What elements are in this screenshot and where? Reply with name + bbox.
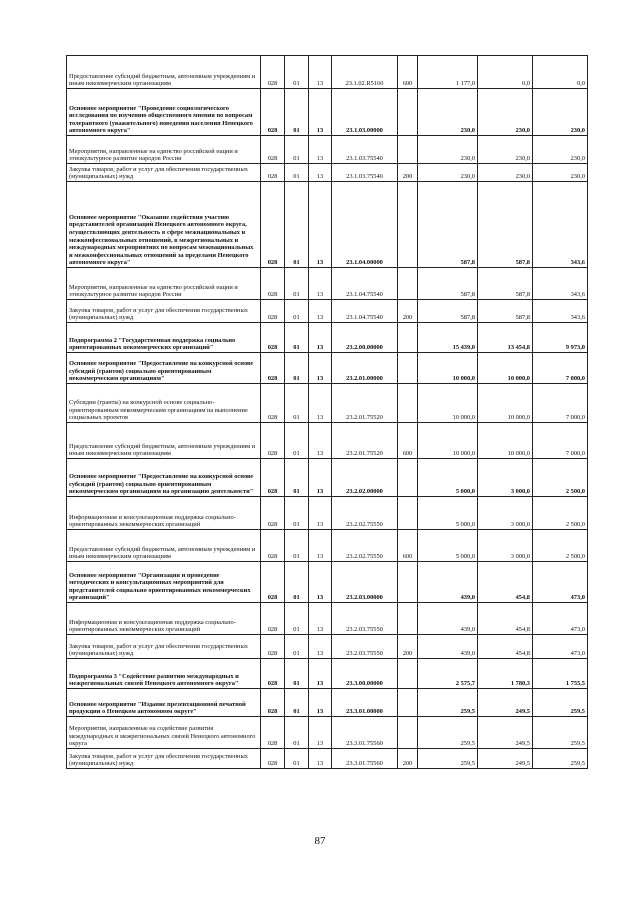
table-row [67,268,588,300]
cell-expense-type [398,562,418,603]
cell-subsection: 13 [309,459,332,497]
cell-amount-year-3: 473,0 [533,562,588,603]
cell-subsection: 13 [309,717,332,749]
cell-amount-year-1: 15 439,0 [418,323,478,353]
row-name: Мероприятия, направленные на единство российской нации и этнокультурное развитие народов России [67,136,261,164]
cell-subsection: 13 [309,659,332,689]
cell-target-article: 23.2.03.75550 [332,603,398,635]
cell-section: 01 [285,749,309,769]
cell-section: 01 [285,89,309,136]
cell-amount-year-1: 10 000,0 [418,353,478,384]
cell-amount-year-1: 587,8 [418,268,478,300]
cell-amount-year-2: 587,8 [478,268,533,300]
cell-target-article: 23.2.02.00000 [332,459,398,497]
cell-amount-year-3: 7 000,0 [533,423,588,459]
cell-target-article: 23.1.02.R5160 [332,56,398,89]
cell-subsection: 13 [309,384,332,423]
cell-expense-type: 600 [398,530,418,562]
cell-amount-year-2: 10 000,0 [478,384,533,423]
cell-section: 01 [285,182,309,268]
cell-subsection: 13 [309,749,332,769]
cell-expense-type [398,384,418,423]
cell-amount-year-1: 259,5 [418,749,478,769]
cell-target-article: 23.2.00.00000 [332,323,398,353]
cell-section: 01 [285,689,309,717]
cell-expense-type [398,497,418,530]
cell-amount-year-3: 7 000,0 [533,353,588,384]
table-row [67,530,588,562]
cell-target-article: 23.1.03.75540 [332,164,398,182]
row-name: Основное мероприятие "Предоставление на конкурсной основе субсидий (грантов) социально ориентированным некоммерческим организациям на организацию деятельности" [67,459,261,497]
cell-section: 01 [285,497,309,530]
cell-expense-type [398,268,418,300]
cell-target-article: 23.2.01.75520 [332,423,398,459]
cell-grbs: 028 [261,182,285,268]
cell-section: 01 [285,300,309,323]
cell-section: 01 [285,323,309,353]
row-name: Подпрограмма 3 "Содействие развитию международных и межрегиональных связей Ненецкого автономного округа" [67,659,261,689]
cell-subsection: 13 [309,603,332,635]
cell-amount-year-2: 0,0 [478,56,533,89]
cell-grbs: 028 [261,136,285,164]
cell-subsection: 13 [309,689,332,717]
cell-section: 01 [285,659,309,689]
cell-subsection: 13 [309,497,332,530]
row-name: Подпрограмма 2 "Государственная поддержка социально ориентированных некоммерческих организаций" [67,323,261,353]
cell-subsection: 13 [309,323,332,353]
cell-expense-type [398,353,418,384]
cell-expense-type: 200 [398,749,418,769]
cell-grbs: 028 [261,497,285,530]
row-name: Закупка товаров, работ и услуг для обеспечения государственных (муниципальных) нужд [67,749,261,769]
cell-amount-year-1: 230,0 [418,89,478,136]
table-row [67,164,588,182]
cell-subsection: 13 [309,562,332,603]
cell-amount-year-3: 473,0 [533,603,588,635]
cell-expense-type: 200 [398,300,418,323]
cell-target-article: 23.2.03.00000 [332,562,398,603]
cell-subsection: 13 [309,89,332,136]
cell-amount-year-3: 2 500,0 [533,497,588,530]
table-row [67,423,588,459]
row-name: Основное мероприятие "Оказание содействия участию представителей организаций Ненецкого автономного округа, осуществляющих деятельность в сфере межнациональных и межконфессиональных отношений, в межрегиональных и международных мероприятиях по вопросам межнациональных и межконфессиональных отношений за пределами Ненецкого автономного округа" [67,182,261,268]
cell-amount-year-1: 5 000,0 [418,459,478,497]
cell-amount-year-2: 10 000,0 [478,353,533,384]
cell-section: 01 [285,353,309,384]
cell-amount-year-1: 2 575,7 [418,659,478,689]
cell-amount-year-1: 1 177,0 [418,56,478,89]
cell-amount-year-2: 3 000,0 [478,530,533,562]
row-name: Закупка товаров, работ и услуг для обеспечения государственных (муниципальных) нужд [67,300,261,323]
cell-grbs: 028 [261,530,285,562]
table-row [67,353,588,384]
cell-amount-year-1: 587,8 [418,182,478,268]
cell-grbs: 028 [261,164,285,182]
cell-amount-year-2: 230,0 [478,164,533,182]
cell-expense-type [398,323,418,353]
cell-grbs: 028 [261,56,285,89]
cell-target-article: 23.1.04.75540 [332,268,398,300]
cell-amount-year-2: 249,5 [478,749,533,769]
row-name: Закупка товаров, работ и услуг для обеспечения государственных (муниципальных) нужд [67,164,261,182]
cell-amount-year-1: 259,5 [418,689,478,717]
table-row [67,182,588,268]
table-row [67,497,588,530]
cell-section: 01 [285,603,309,635]
table-row [67,659,588,689]
cell-grbs: 028 [261,459,285,497]
cell-amount-year-1: 439,0 [418,562,478,603]
cell-amount-year-3: 230,0 [533,164,588,182]
cell-subsection: 13 [309,635,332,659]
table-row [67,749,588,769]
row-name: Основное мероприятие "Издание презентационной печатной продукции о Ненецком автономном округе" [67,689,261,717]
row-name: Основное мероприятие "Организация и проведение методических и консультационных мероприятий для представителей социально ориентированных некоммерческих организаций" [67,562,261,603]
cell-amount-year-3: 7 000,0 [533,384,588,423]
cell-amount-year-3: 2 500,0 [533,459,588,497]
row-name: Мероприятия, направленные на содействие развития международных и межрегиональных связей Ненецкого автономного округа [67,717,261,749]
cell-amount-year-2: 230,0 [478,89,533,136]
page-number: 87 [314,835,326,847]
row-name: Мероприятия, направленные на единство российской нации и этнокультурное развитие народов России [67,268,261,300]
cell-expense-type [398,717,418,749]
cell-expense-type [398,182,418,268]
table-row [67,562,588,603]
cell-amount-year-2: 3 000,0 [478,459,533,497]
cell-amount-year-2: 10 000,0 [478,423,533,459]
cell-expense-type: 200 [398,164,418,182]
table-row [67,89,588,136]
table-row [67,300,588,323]
cell-grbs: 028 [261,635,285,659]
cell-section: 01 [285,530,309,562]
cell-grbs: 028 [261,89,285,136]
cell-amount-year-3: 9 973,0 [533,323,588,353]
row-name: Информационная и консультационная поддержка социально-ориентированных некоммерческих организаций [67,497,261,530]
cell-grbs: 028 [261,323,285,353]
cell-section: 01 [285,562,309,603]
cell-section: 01 [285,459,309,497]
cell-amount-year-3: 343,6 [533,268,588,300]
cell-target-article: 23.3.00.00000 [332,659,398,689]
cell-amount-year-1: 5 000,0 [418,497,478,530]
table-row [67,136,588,164]
cell-target-article: 23.1.04.00000 [332,182,398,268]
table-row [67,323,588,353]
cell-subsection: 13 [309,268,332,300]
cell-expense-type: 600 [398,423,418,459]
row-name: Предоставление субсидий бюджетным, автономным учреждениям и иным некоммерческим организациям [67,530,261,562]
cell-amount-year-2: 454,8 [478,603,533,635]
cell-expense-type: 600 [398,56,418,89]
cell-target-article: 23.1.03.75540 [332,136,398,164]
row-name: Основное мероприятие "Проведение социологического исследования по изучению общественного мнения по вопросам толерантного (уважительного) поведения населения Ненецкого автономного округа" [67,89,261,136]
cell-subsection: 13 [309,56,332,89]
cell-subsection: 13 [309,136,332,164]
cell-amount-year-2: 249,5 [478,717,533,749]
cell-amount-year-1: 230,0 [418,136,478,164]
table-row [67,603,588,635]
row-name: Закупка товаров, работ и услуг для обеспечения государственных (муниципальных) нужд [67,635,261,659]
cell-subsection: 13 [309,353,332,384]
cell-target-article: 23.3.01.75560 [332,717,398,749]
cell-amount-year-2: 3 000,0 [478,497,533,530]
cell-section: 01 [285,268,309,300]
cell-amount-year-3: 2 500,0 [533,530,588,562]
cell-section: 01 [285,56,309,89]
cell-target-article: 23.1.03.00000 [332,89,398,136]
cell-grbs: 028 [261,689,285,717]
table-row [67,56,588,89]
cell-grbs: 028 [261,659,285,689]
row-name: Информационная и консультационная поддержка социально-ориентированных некоммерческих организаций [67,603,261,635]
cell-amount-year-2: 1 780,3 [478,659,533,689]
cell-amount-year-3: 343,6 [533,182,588,268]
table-row [67,635,588,659]
cell-target-article: 23.2.02.75550 [332,497,398,530]
cell-grbs: 028 [261,353,285,384]
cell-subsection: 13 [309,182,332,268]
cell-amount-year-1: 587,8 [418,300,478,323]
cell-amount-year-2: 230,0 [478,136,533,164]
cell-amount-year-3: 259,5 [533,749,588,769]
cell-amount-year-3: 343,6 [533,300,588,323]
cell-grbs: 028 [261,562,285,603]
cell-amount-year-3: 230,0 [533,89,588,136]
cell-amount-year-3: 473,0 [533,635,588,659]
cell-expense-type [398,89,418,136]
cell-grbs: 028 [261,749,285,769]
cell-subsection: 13 [309,164,332,182]
cell-expense-type [398,659,418,689]
cell-amount-year-1: 10 000,0 [418,384,478,423]
cell-amount-year-3: 230,0 [533,136,588,164]
cell-section: 01 [285,136,309,164]
cell-section: 01 [285,717,309,749]
cell-expense-type: 200 [398,635,418,659]
cell-grbs: 028 [261,603,285,635]
cell-section: 01 [285,164,309,182]
cell-amount-year-1: 5 000,0 [418,530,478,562]
cell-amount-year-3: 1 755,5 [533,659,588,689]
row-name: Основное мероприятие "Предоставление на конкурсной основе субсидий (грантов) социально ориентированным некоммерческим организациям" [67,353,261,384]
cell-grbs: 028 [261,423,285,459]
cell-amount-year-1: 230,0 [418,164,478,182]
cell-amount-year-2: 249,5 [478,689,533,717]
row-name: Субсидии (гранты) на конкурсной основе социально-ориентированным некоммерческим организациям на выполнение социальных проектов [67,384,261,423]
cell-target-article: 23.2.01.75520 [332,384,398,423]
cell-amount-year-2: 13 454,8 [478,323,533,353]
budget-table [66,55,588,769]
cell-amount-year-3: 259,5 [533,689,588,717]
cell-target-article: 23.2.01.00000 [332,353,398,384]
cell-expense-type [398,459,418,497]
cell-amount-year-2: 587,8 [478,182,533,268]
table-row [67,689,588,717]
cell-grbs: 028 [261,384,285,423]
cell-amount-year-1: 259,5 [418,717,478,749]
cell-target-article: 23.1.04.75540 [332,300,398,323]
cell-amount-year-1: 439,0 [418,635,478,659]
cell-amount-year-1: 439,0 [418,603,478,635]
cell-target-article: 23.2.02.75550 [332,530,398,562]
cell-amount-year-3: 259,5 [533,717,588,749]
cell-grbs: 028 [261,717,285,749]
cell-amount-year-1: 10 000,0 [418,423,478,459]
cell-target-article: 23.3.01.75560 [332,749,398,769]
cell-subsection: 13 [309,530,332,562]
cell-section: 01 [285,384,309,423]
row-name: Предоставление субсидий бюджетным, автономным учреждениям и иным некоммерческим организациям [67,423,261,459]
cell-target-article: 23.3.01.00000 [332,689,398,717]
cell-expense-type [398,689,418,717]
table-row [67,717,588,749]
cell-amount-year-3: 0,0 [533,56,588,89]
cell-subsection: 13 [309,423,332,459]
cell-amount-year-2: 587,8 [478,300,533,323]
cell-target-article: 23.2.03.75550 [332,635,398,659]
cell-amount-year-2: 454,8 [478,562,533,603]
cell-expense-type [398,603,418,635]
table-row [67,384,588,423]
row-name: Предоставление субсидий бюджетным, автономным учреждениям и иным некоммерческим организациям [67,56,261,89]
cell-amount-year-2: 454,8 [478,635,533,659]
cell-grbs: 028 [261,300,285,323]
cell-section: 01 [285,635,309,659]
cell-subsection: 13 [309,300,332,323]
cell-grbs: 028 [261,268,285,300]
cell-expense-type [398,136,418,164]
cell-section: 01 [285,423,309,459]
table-row [67,459,588,497]
